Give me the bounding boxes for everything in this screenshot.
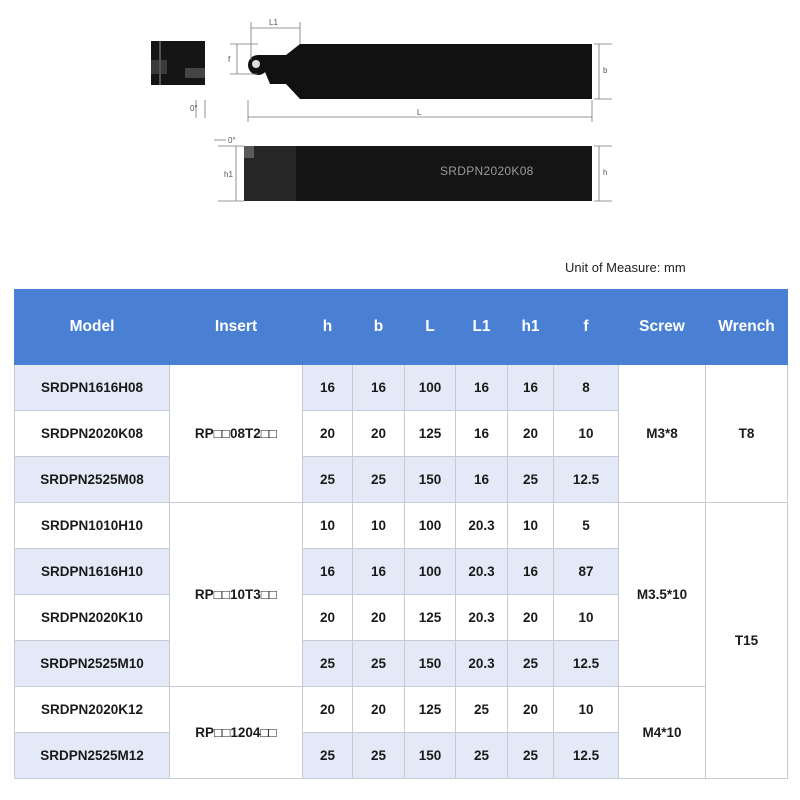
cell-l1: 20.3 (456, 503, 508, 549)
svg-text:h1: h1 (224, 170, 233, 179)
cell-h: 10 (303, 503, 353, 549)
cell-h1: 10 (508, 503, 554, 549)
head-end-view (151, 41, 205, 85)
cell-b: 16 (353, 549, 405, 595)
cell-l: 125 (405, 595, 456, 641)
cell-f: 8 (554, 365, 619, 411)
cell-f: 5 (554, 503, 619, 549)
cell-model: SRDPN2525M12 (15, 733, 170, 779)
cell-l1: 20.3 (456, 549, 508, 595)
svg-text:b: b (603, 66, 608, 75)
cell-l: 100 (405, 365, 456, 411)
cell-model: SRDPN2020K10 (15, 595, 170, 641)
cell-insert: RP□□10T3□□ (170, 503, 303, 687)
cell-l: 150 (405, 457, 456, 503)
table-row (15, 503, 788, 549)
cell-model: SRDPN2525M08 (15, 457, 170, 503)
header-l: L (405, 290, 456, 365)
cell-h1: 25 (508, 733, 554, 779)
cell-h1: 25 (508, 457, 554, 503)
cell-f: 10 (554, 595, 619, 641)
cell-b: 20 (353, 687, 405, 733)
cell-h: 25 (303, 457, 353, 503)
cell-h: 25 (303, 733, 353, 779)
holder-top-view (248, 44, 592, 99)
cell-screw: M4*10 (619, 687, 706, 779)
cell-b: 25 (353, 733, 405, 779)
table-row (15, 365, 788, 411)
angle-indicator-top (190, 100, 205, 118)
header-h: h (303, 290, 353, 365)
header-f: f (554, 290, 619, 365)
cell-l: 125 (405, 411, 456, 457)
svg-text:0°: 0° (228, 136, 236, 145)
holder-side-view (244, 146, 592, 201)
header-insert: Insert (170, 290, 303, 365)
cell-l: 150 (405, 733, 456, 779)
cell-l1: 16 (456, 457, 508, 503)
cell-l1: 20.3 (456, 641, 508, 687)
svg-text:L1: L1 (269, 18, 278, 27)
header-h1: h1 (508, 290, 554, 365)
cell-l1: 20.3 (456, 595, 508, 641)
cell-l: 125 (405, 687, 456, 733)
cell-model: SRDPN2020K12 (15, 687, 170, 733)
cell-model: SRDPN1010H10 (15, 503, 170, 549)
cell-h1: 20 (508, 595, 554, 641)
cell-h: 16 (303, 549, 353, 595)
svg-text:f: f (228, 55, 231, 64)
cell-b: 16 (353, 365, 405, 411)
cell-b: 20 (353, 595, 405, 641)
cell-wrench: T8 (706, 365, 788, 503)
cell-f: 12.5 (554, 457, 619, 503)
cell-wrench: T15 (706, 503, 788, 779)
cell-insert: RP□□1204□□ (170, 687, 303, 779)
svg-text:0°: 0° (190, 104, 198, 113)
tool-holder-drawing (0, 0, 800, 240)
cell-model: SRDPN2020K08 (15, 411, 170, 457)
header-l1: L1 (456, 290, 508, 365)
cell-f: 10 (554, 687, 619, 733)
cell-b: 20 (353, 411, 405, 457)
table-row (15, 687, 788, 733)
cell-model: SRDPN2525M10 (15, 641, 170, 687)
cell-b: 25 (353, 457, 405, 503)
specification-table (14, 289, 788, 779)
cell-screw: M3*8 (619, 365, 706, 503)
cell-h1: 25 (508, 641, 554, 687)
cell-l: 100 (405, 503, 456, 549)
cell-h: 20 (303, 687, 353, 733)
cell-l1: 16 (456, 411, 508, 457)
cell-f: 12.5 (554, 641, 619, 687)
cell-h1: 20 (508, 687, 554, 733)
cell-h1: 20 (508, 411, 554, 457)
cell-h: 25 (303, 641, 353, 687)
cell-h: 16 (303, 365, 353, 411)
cell-l: 100 (405, 549, 456, 595)
svg-text:SRDPN2020K08: SRDPN2020K08 (440, 164, 534, 178)
cell-screw: M3.5*10 (619, 503, 706, 687)
cell-l: 150 (405, 641, 456, 687)
cell-h: 20 (303, 411, 353, 457)
cell-model: SRDPN1616H08 (15, 365, 170, 411)
cell-f: 12.5 (554, 733, 619, 779)
table-header-row (15, 290, 788, 365)
header-b: b (353, 290, 405, 365)
header-screw: Screw (619, 290, 706, 365)
cell-l1: 25 (456, 733, 508, 779)
cell-f: 87 (554, 549, 619, 595)
cell-insert: RP□□08T2□□ (170, 365, 303, 503)
header-wrench: Wrench (706, 290, 788, 365)
unit-of-measure-note: Unit of Measure: mm (565, 260, 686, 275)
cell-h: 20 (303, 595, 353, 641)
cell-h1: 16 (508, 365, 554, 411)
header-model: Model (15, 290, 170, 365)
cell-f: 10 (554, 411, 619, 457)
cell-model: SRDPN1616H10 (15, 549, 170, 595)
cell-h1: 16 (508, 549, 554, 595)
svg-text:h: h (603, 168, 608, 177)
svg-text:L: L (417, 108, 422, 117)
cell-l1: 25 (456, 687, 508, 733)
cell-b: 10 (353, 503, 405, 549)
cell-b: 25 (353, 641, 405, 687)
cell-l1: 16 (456, 365, 508, 411)
